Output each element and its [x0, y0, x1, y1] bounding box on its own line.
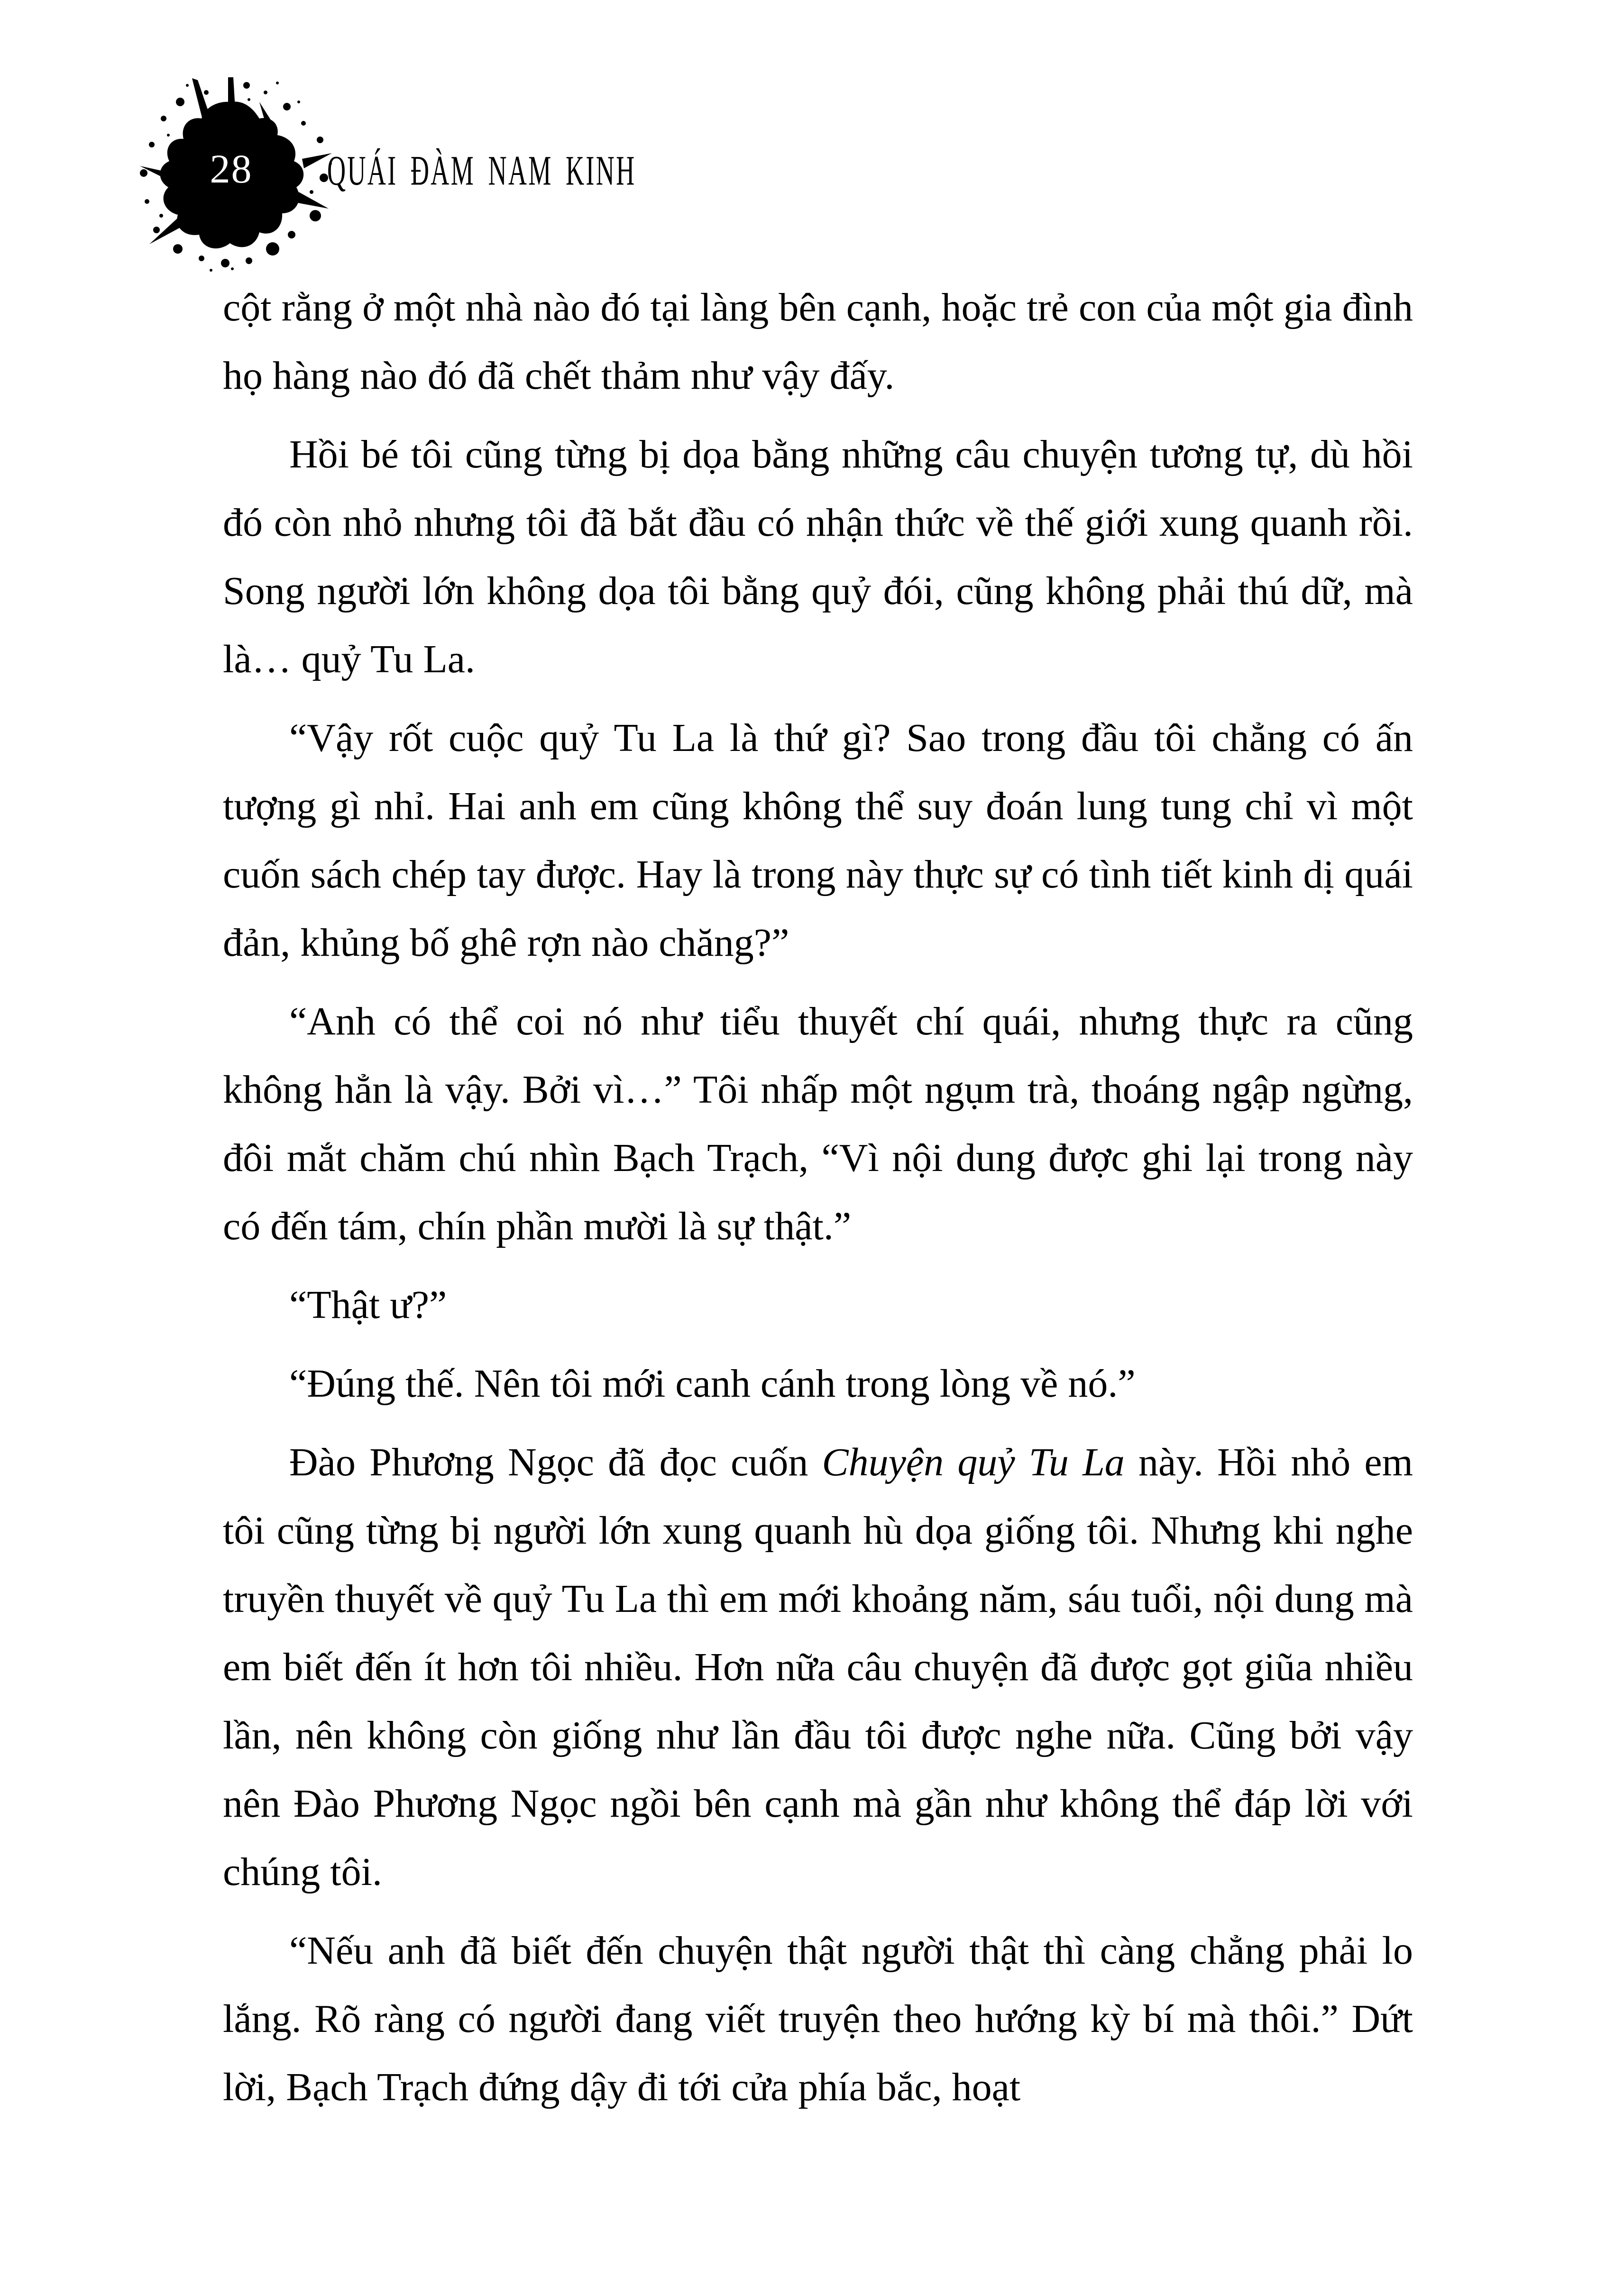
text-run: cột rằng ở một nhà nào đó tại làng bên cạnh, hoặc trẻ con của một gia đình họ hàng nào đó đã chết thảm như vậy đấy.	[223, 285, 1413, 398]
text-run: “Anh có thể coi nó như tiểu thuyết chí quái, nhưng thực ra cũng không hẳn là vậy. Bởi vì…” Tôi nhấp một ngụm trà, thoáng ngập ngừng, đôi mắt chăm chú nhìn Bạch Trạch, “Vì nội dung được ghi lại trong này có đến tám, chín phần mười là sự thật.”	[223, 999, 1413, 1248]
text-run: này. Hồi nhỏ em tôi cũng từng bị người lớn xung quanh hù dọa giống tôi. Nhưng khi nghe truyền thuyết về quỷ Tu La thì em mới khoảng năm, sáu tuổi, nội dung mà em biết đến ít hơn tôi nhiều. Hơn nữa câu chuyện đã được gọt giũa nhiều lần, nên không còn giống như lần đầu tôi được nghe nữa. Cũng bởi vậy nên Đào Phương Ngọc ngồi bên cạnh mà gần như không thể đáp lời với chúng tôi.	[223, 1440, 1413, 1894]
paragraph	[223, 988, 1413, 1261]
text-run: Đào Phương Ngọc đã đọc cuốn	[289, 1440, 822, 1484]
paragraph	[223, 274, 1413, 410]
cited-book-title: Chuyện quỷ Tu La	[822, 1440, 1125, 1484]
paragraph	[223, 704, 1413, 977]
text-run: “Đúng thế. Nên tôi mới canh cánh trong lòng về nó.”	[289, 1362, 1136, 1406]
page-header	[0, 0, 1624, 294]
paragraph	[223, 1271, 1413, 1339]
text-run: “Thật ư?”	[289, 1283, 447, 1327]
page-number: 28	[210, 146, 253, 192]
text-run: “Vậy rốt cuộc quỷ Tu La là thứ gì? Sao trong đầu tôi chẳng có ấn tượng gì nhỉ. Hai anh em cũng không thể suy đoán lung tung chỉ vì một cuốn sách chép tay được. Hay là trong này thực sự có tình tiết kinh dị quái đản, khủng bố ghê rợn nào chăng?”	[223, 716, 1413, 965]
paragraph	[223, 421, 1413, 694]
text-run: Hồi bé tôi cũng từng bị dọa bằng những câu chuyện tương tự, dù hồi đó còn nhỏ nhưng tôi đã bắt đầu có nhận thức về thế giới xung quanh rồi. Song người lớn không dọa tôi bằng quỷ đói, cũng không phải thú dữ, mà là… quỷ Tu La.	[223, 432, 1413, 681]
paragraph	[223, 1917, 1413, 2122]
text-run: “Nếu anh đã biết đến chuyện thật người thật thì càng chẳng phải lo lắng. Rõ ràng có người đang viết truyện theo hướng kỳ bí mà thôi.” Dứt lời, Bạch Trạch đứng dậy đi tới cửa phía bắc, hoạt	[223, 1929, 1413, 2109]
running-head-book-title: QUÁI ĐÀM NAM KINH	[327, 147, 636, 194]
body-text	[223, 274, 1413, 2132]
paragraph	[223, 1350, 1413, 1418]
paragraph	[223, 1428, 1413, 1906]
